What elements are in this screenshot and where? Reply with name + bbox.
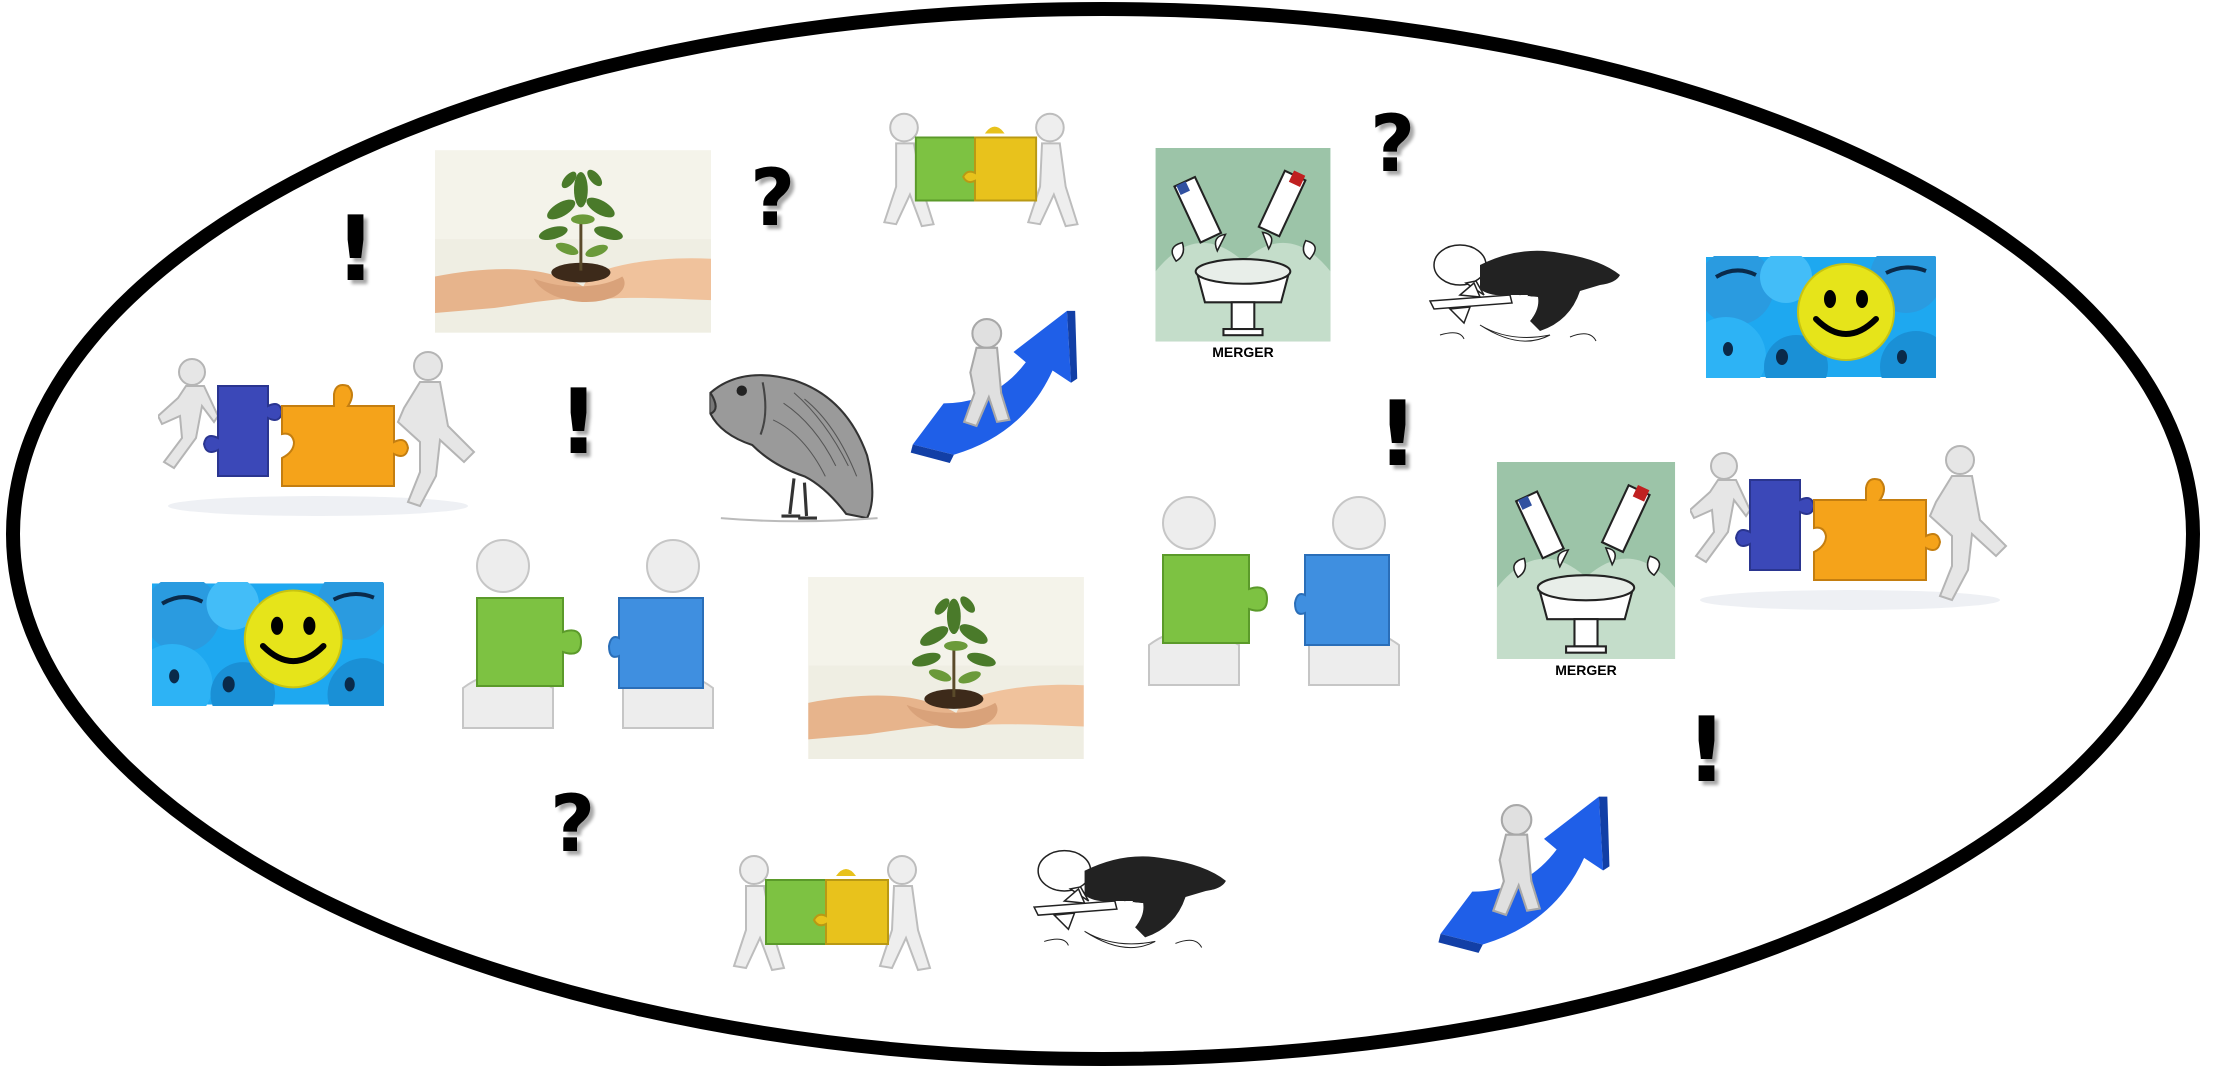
puzzle-team-icon: [716, 840, 936, 980]
merger-caption: MERGER: [1212, 344, 1274, 360]
question-mark: ?: [1370, 100, 1416, 190]
shark-plane-cartoon-icon: [1420, 220, 1630, 360]
smiley-crowd-icon: [1706, 256, 1936, 378]
hands-plant-icon: [435, 150, 711, 333]
puzzle-team-icon: [865, 98, 1085, 236]
hands-plant-icon: [807, 577, 1085, 759]
exclamation-mark: !: [558, 370, 600, 475]
arrow-climber-icon: [900, 280, 1090, 465]
merger-caption: MERGER: [1555, 662, 1617, 678]
exclamation-mark: !: [335, 197, 377, 302]
arrow-climber-icon: [1430, 765, 1620, 955]
question-mark: ?: [550, 780, 596, 870]
puzzle-runners-icon: [1690, 410, 2010, 640]
exclamation-mark: !: [1686, 698, 1728, 803]
shark-plane-cartoon-icon: [1024, 826, 1236, 966]
puzzle-runners-icon: [158, 345, 478, 517]
smiley-crowd-icon: [152, 582, 384, 706]
merger-cartoon-icon: [1496, 462, 1676, 682]
exclamation-mark: !: [1377, 382, 1419, 487]
puzzle-readers-icon: [1148, 495, 1400, 695]
fish-bird-icon: [700, 360, 888, 530]
merger-cartoon-icon: [1155, 148, 1331, 364]
question-mark: ?: [750, 154, 796, 244]
puzzle-readers-icon: [462, 538, 714, 738]
